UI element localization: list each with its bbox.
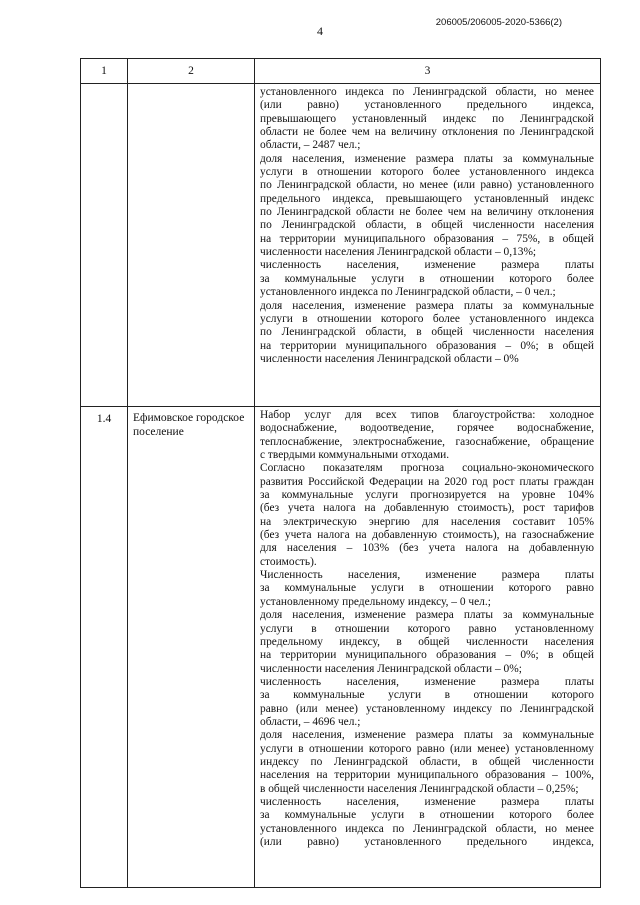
text-line: в общей численности населения Ленинградской области – 0,25%;: [260, 782, 579, 795]
text-line: превышающего установленный индекс по Ленинградской: [260, 112, 594, 125]
text-line: услуги в отношении которого более установленного индекса: [260, 166, 594, 179]
description-cell: [255, 84, 601, 407]
text-line: услуги в отношении которого равно (или менее) установленному: [260, 742, 594, 755]
text-line: на территории муниципального образования – 0%; в общей: [260, 339, 594, 352]
text-line: предельному индексу, в общей численности населения: [260, 635, 594, 648]
text-line: по Ленинградской области не более чем на величину отклонения: [260, 206, 594, 219]
text-line: доля населения, изменение размера платы за коммунальные: [260, 152, 594, 165]
table-row: [81, 407, 601, 888]
text-line: стоимость).: [260, 555, 317, 568]
text-line: доля населения, изменение размера платы за коммунальные: [260, 609, 594, 622]
column-header-1: 1: [81, 59, 128, 84]
text-line: численность населения, изменение размера платы: [260, 675, 594, 688]
text-line: Численность населения, изменение размера платы: [260, 569, 594, 582]
settlement-name-cell: [128, 84, 255, 407]
text-line: населения на территории муниципального образования – 100%,: [260, 769, 594, 782]
text-line: доля населения, изменение размера платы за коммунальные: [260, 299, 594, 312]
text-line: индексу по Ленинградской области, в общей численности: [260, 755, 594, 768]
text-line: за коммунальные услуги в отношении которого более: [260, 272, 594, 285]
text-line: (или равно) установленного предельного индекса,: [260, 99, 594, 112]
text-line: на электрическую энергию для населения составит 105%: [260, 515, 594, 528]
row-number-cell: 1.4: [81, 407, 128, 888]
text-line: по Ленинградской области, в общей численности населения: [260, 219, 594, 232]
text-line: установленного индекса по Ленинградской области, но менее: [260, 822, 594, 835]
settlement-name-cell: Ефимовское городское поселение: [128, 407, 255, 888]
column-header-3: 3: [255, 59, 601, 84]
text-line: численности населения Ленинградской области – 0,13%;: [260, 246, 537, 259]
text-line: за коммунальные услуги прогнозируется на уровне 104%: [260, 489, 594, 502]
text-line: с твердыми коммунальными отходами.: [260, 449, 450, 462]
text-line: (без учета налога на добавленную стоимость), рост тарифов: [260, 502, 594, 515]
text-line: (без учета налога на добавленную стоимость), на газоснабжение: [260, 529, 594, 542]
text-line: за коммунальные услуги в отношении которого: [260, 689, 594, 702]
text-line: установленного индекса по Ленинградской области, но менее: [260, 86, 594, 98]
page-number: 4: [317, 24, 323, 38]
text-line: теплоснабжение, электроснабжение, газоснабжение, обращение: [260, 435, 594, 448]
text-line: на территории муниципального образования – 75%, в общей: [260, 232, 594, 245]
text-line: области не более чем на величину отклонения по Ленинградской: [260, 126, 594, 139]
text-line: по Ленинградской области, в общей численности населения: [260, 326, 594, 339]
text-line: доля населения, изменение размера платы за коммунальные: [260, 729, 594, 742]
text-line: предельного индекса, превышающего установленный индекс: [260, 192, 594, 205]
document-reference: 206005/206005-2020-5366(2): [435, 17, 562, 28]
text-line: за коммунальные услуги в отношении которого равно: [260, 582, 594, 595]
description-cell: [255, 407, 601, 888]
text-line: численность населения, изменение размера платы: [260, 259, 594, 272]
text-line: области, – 2487 чел.;: [260, 139, 361, 152]
text-line: на территории муниципального образования – 0%; в общей: [260, 649, 594, 662]
text-line: развития Российской Федерации на 2020 год рост платы граждан: [260, 475, 594, 488]
text-line: (или равно) установленного предельного индекса,: [260, 836, 594, 848]
text-line: численность населения, изменение размера платы: [260, 795, 594, 808]
text-line: установленного индекса по Ленинградской области, – 0 чел.;: [260, 286, 556, 299]
text-line: Набор услуг для всех типов благоустройства: холодное: [260, 409, 594, 421]
column-header-2: 2: [128, 59, 255, 84]
text-line: за коммунальные услуги в отношении которого более: [260, 809, 594, 822]
text-line: численности населения Ленинградской области – 0%: [260, 352, 519, 365]
table-header-row: [81, 59, 601, 84]
text-line: водоснабжение, водоотведение, горячее водоснабжение,: [260, 422, 594, 435]
text-line: для населения – 103% (без учета налога на добавленную: [260, 542, 594, 555]
text-line: численности населения Ленинградской области – 0%;: [260, 662, 522, 675]
text-line: Согласно показателям прогноза социально-экономического: [260, 462, 594, 475]
text-line: области, – 4696 чел.;: [260, 715, 361, 728]
row-number-cell: [81, 84, 128, 407]
text-line: равно (или менее) установленному индексу по Ленинградской: [260, 702, 594, 715]
text-line: услуги в отношении которого более установленного индекса: [260, 312, 594, 325]
text-line: услуги в отношении которого равно установленному: [260, 622, 594, 635]
table-row: [81, 84, 601, 407]
text-line: по Ленинградской области, но менее (или равно) установленного: [260, 179, 594, 192]
text-line: установленному предельному индексу, – 0 чел.;: [260, 595, 491, 608]
document-table: [80, 58, 601, 888]
